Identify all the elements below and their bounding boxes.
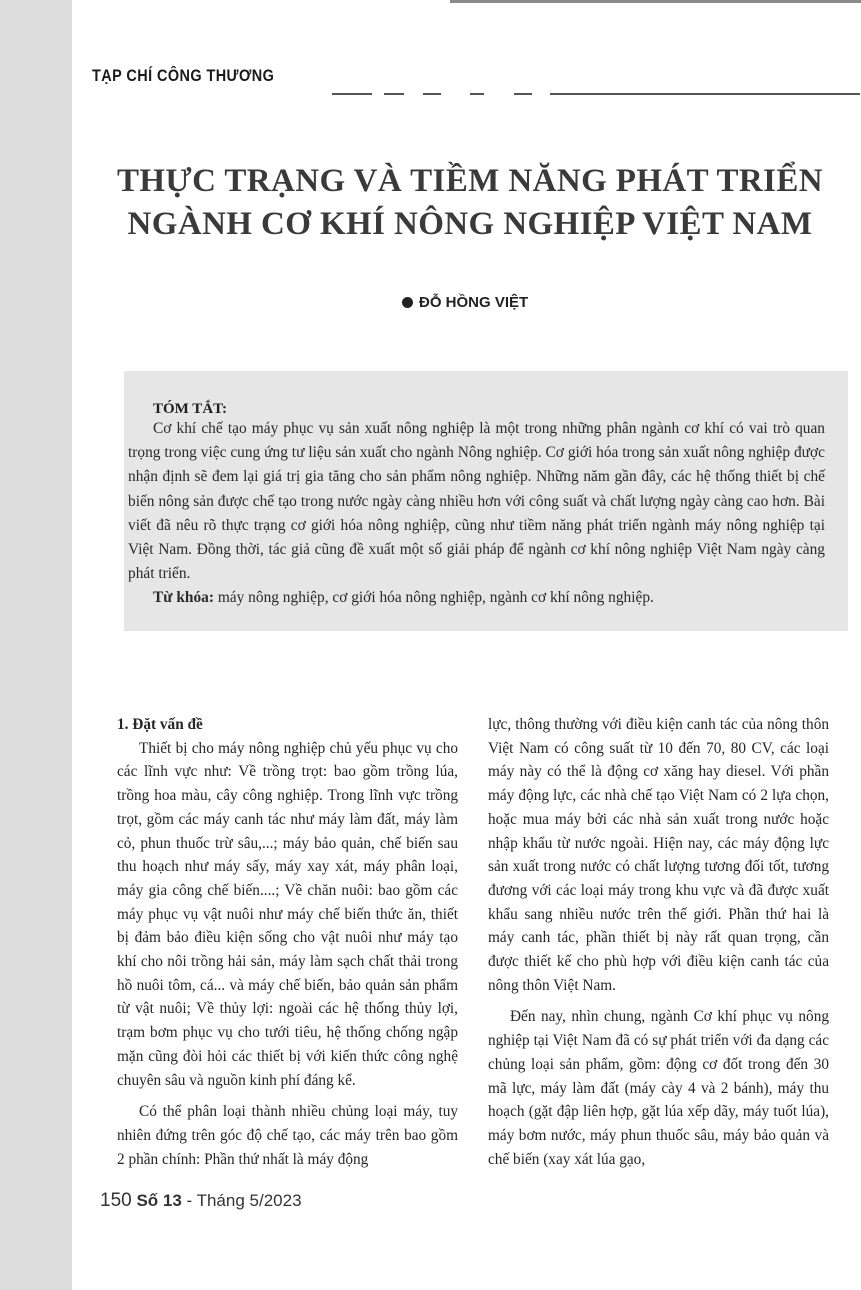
header-rule (550, 93, 860, 95)
keywords-list: máy nông nghiệp, cơ giới hóa nông nghiệp, ngành cơ khí nông nghiệp. (213, 589, 654, 606)
issue-number: Số 13 (136, 1191, 182, 1210)
paragraph: lực, thông thường với điều kiện canh tác của nông thôn Việt Nam có công suất từ 10 đến 70, 80 CV, các loại máy này có thể là động cơ xăng hay diesel. Với phần máy động lực, các nhà chế tạo Việt Nam có 2 lựa chọn, hoặc mua máy bởi các nhà sản xuất trong nước hoặc nhập khẩu từ nước ngoài. Hiện nay, các máy động lực sản xuất trong nước có chất lượng tương đối tốt, tương đương với các loại máy trong khu vực và đã được xuất khẩu sang nhiều nước trên thế giới. Phần thứ hai là máy canh tác, phần thiết bị này rất quan trọng, cần được thiết kế cho phù hợp với điều kiện canh tác của nông thôn Việt Nam. (488, 716, 829, 994)
paragraph: Có thể phân loại thành nhiều chủng loại máy, tuy nhiên đứng trên góc độ chế tạo, các máy trên bao gồm 2 phần chính: Phần thứ nhất là máy động (117, 1103, 458, 1168)
author-name: ĐỖ HỒNG VIỆT (419, 294, 529, 311)
keywords-label: Từ khóa: (153, 589, 214, 606)
bullet-icon (402, 297, 413, 308)
page-margin-strip (0, 0, 72, 1290)
title-line-2: NGÀNH CƠ KHÍ NÔNG NGHIỆP VIỆT NAM (127, 206, 813, 242)
keywords (153, 586, 843, 610)
journal-name: TẠP CHÍ CÔNG THƯƠNG (92, 66, 275, 85)
page-footer (100, 1190, 302, 1212)
header-rule (514, 93, 532, 95)
paragraph: Đến nay, nhìn chung, ngành Cơ khí phục vụ nông nghiệp tại Việt Nam đã có sự phát triển với đa dạng các chủng loại sản phẩm, gồm: động cơ đốt trong đến 30 mã lực, máy làm đất (máy cày 4 và 2 bánh), máy thu hoạch (gặt đập liên hợp, gặt lúa xếp dãy, máy tuốt lúa), máy bơm nước, máy phun thuốc sâu, máy bảo quản và chế biến (xay xát lúa gạo, (488, 1008, 829, 1168)
header-rule (423, 93, 441, 95)
section-heading: 1. Đặt vấn đề (117, 716, 203, 733)
page-number: 150 (100, 1190, 132, 1211)
abstract-heading: TÓM TẮT: (153, 401, 228, 417)
article-title (80, 160, 860, 246)
body-column-left (117, 713, 458, 1171)
top-rule (450, 0, 861, 3)
paragraph: Thiết bị cho máy nông nghiệp chủ yếu phục vụ cho các lĩnh vực như: Về trồng trọt: bao gồm trồng lúa, trồng hoa màu, cây công nghiệp. Trong lĩnh vực trồng trọt, gồm các máy canh tác như máy làm đất, máy làm cỏ, phun thuốc trừ sâu,...; máy bảo quản, chế biến sau thu hoạch như máy sấy, máy xay xát, máy phân loại, máy gia công chế biến....; Về chăn nuôi: bao gồm các máy phục vụ vật nuôi như máy chế biến thức ăn, thiết bị đảm bảo điều kiện sống cho vật nuôi như máy tạo khí cho nôi trồng hải sản, máy làm sạch chất thải trong hồ nuôi tôm, cá... và máy chế biến, bảo quản sản phẩm từ vật nuôi; Về thủy lợi: ngoài các hệ thống thủy lợi, trạm bơm phục vụ cho tưới tiêu, hệ thống chống ngập mặn cũng đòi hỏi các thiết bị với kiến thức công nghệ chuyên sâu và nguồn kinh phí đáng kể. (117, 739, 458, 1089)
header-rule (470, 93, 484, 95)
title-line-1: THỰC TRẠNG VÀ TIỀM NĂNG PHÁT TRIỂN (116, 163, 824, 199)
body-column-right (488, 713, 829, 1171)
header-rule (332, 93, 372, 95)
header-rule (384, 93, 404, 95)
abstract-text: Cơ khí chế tạo máy phục vụ sản xuất nông nghiệp là một trong những phân ngành cơ khí có vai trò quan trọng trong việc cung ứng tư liệu sản xuất cho ngành Nông nghiệp. Cơ giới hóa trong sản xuất nông nghiệp được nhận định sẽ đem lại giá trị gia tăng cho sản phẩm nông nghiệp. Những năm gần đây, các hệ thống thiết bị chế biến nông sản được chế tạo trong nước ngày càng nhiều hơn với công suất và chất lượng ngày càng cao hơn. Bài viết đã nêu rõ thực trạng cơ giới hóa nông nghiệp, cũng như tiềm năng phát triển ngành máy nông nghiệp tại Việt Nam. Đồng thời, tác giả cũng đề xuất một số giải pháp để ngành cơ khí nông nghiệp Việt Nam ngày càng phát triển. (128, 420, 825, 583)
issue-date: - Tháng 5/2023 (181, 1191, 302, 1210)
author-byline (402, 294, 528, 311)
